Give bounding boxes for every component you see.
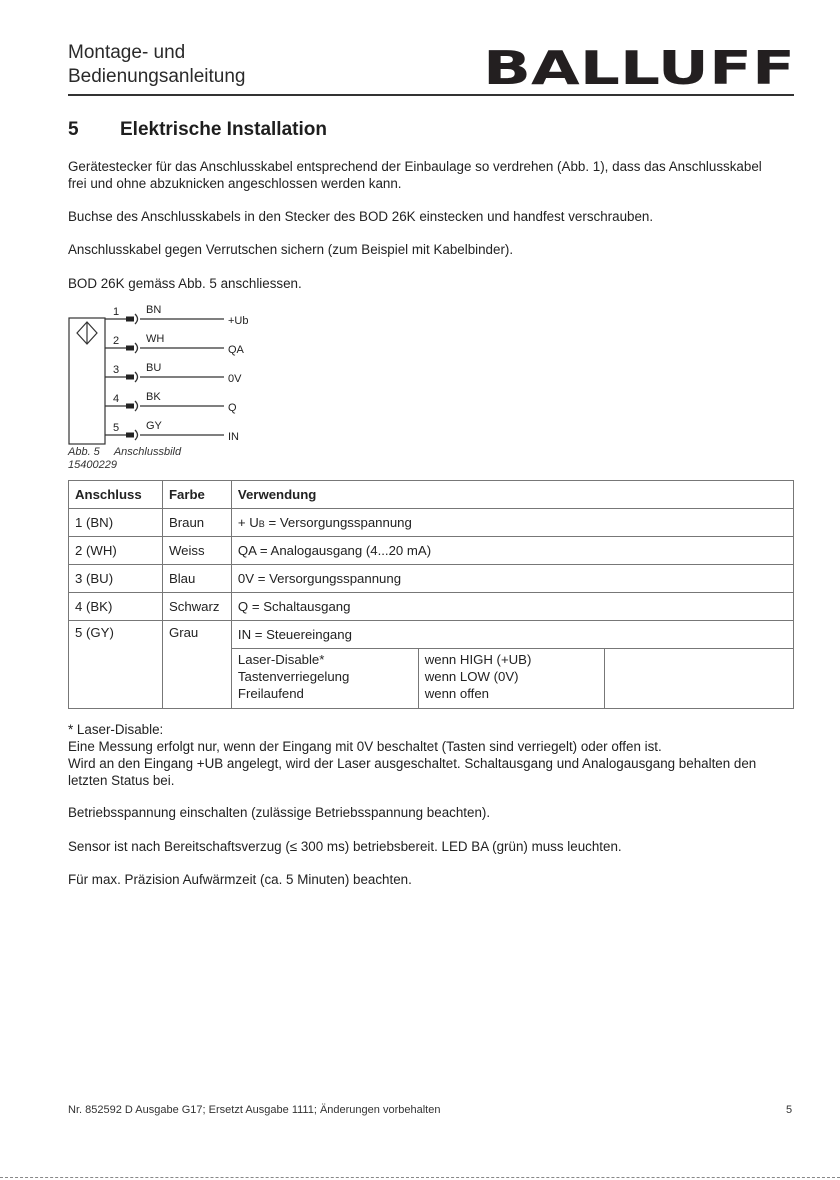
pin-contact — [126, 317, 134, 322]
signal-label: Q — [228, 402, 237, 414]
cell-pin: 1 (BN) — [69, 509, 163, 537]
cell-color: Grau — [162, 621, 231, 709]
table-row — [69, 593, 794, 621]
column-header-use: Verwendung — [231, 481, 793, 509]
page-edge-line — [0, 1177, 840, 1178]
socket-contact — [135, 314, 138, 324]
table-row — [69, 621, 794, 649]
section-number: 5 — [68, 119, 79, 140]
cell-use: QA = Analogausgang (4...20 mA) — [231, 537, 793, 565]
paragraph-plug-in: Buchse des Anschlusskabels in den Stecker des BOD 26K einstecken und handfest verschrauben. — [68, 209, 654, 224]
column-header-color: Farbe — [162, 481, 231, 509]
cell-use: + UB = Versorgungsspannung — [231, 509, 793, 537]
paragraph-warmup: Für max. Präzision Aufwärmzeit (ca. 5 Minuten) beachten. — [68, 872, 412, 887]
pin-contact — [126, 433, 134, 438]
pin-number: 3 — [113, 364, 120, 376]
paragraph-ready: Sensor ist nach Bereitschaftsverzug (≤ 300 ms) betriebsbereit. LED BA (grün) muss leuchten. — [68, 839, 622, 854]
signal-label: QA — [228, 344, 244, 356]
pin-number: 4 — [113, 393, 120, 405]
pin-number: 2 — [113, 335, 120, 347]
wire-color-label: BU — [146, 362, 162, 374]
signal-label: +Ub — [228, 315, 249, 327]
wiring-diagram — [66, 300, 266, 445]
figure-caption: Abb. 5 Anschlussbild — [68, 446, 182, 458]
signal-label: IN — [228, 431, 239, 443]
table-header-row — [69, 481, 794, 509]
pin-assignment-table — [68, 480, 794, 709]
signal-label: 0V — [228, 373, 242, 385]
pin-number: 1 — [113, 306, 120, 318]
cell-use: Q = Schaltausgang — [231, 593, 793, 621]
cell-use: IN = Steuereingang — [231, 621, 793, 649]
paragraph-secure-cable: Anschlusskabel gegen Verrutschen sichern (zum Beispiel mit Kabelbinder). — [68, 242, 514, 257]
table-row — [69, 509, 794, 537]
pin-number: 5 — [113, 422, 120, 434]
cell-color: Blau — [162, 565, 231, 593]
cell-pin: 3 (BU) — [69, 565, 163, 593]
cell-color: Weiss — [162, 537, 231, 565]
balluff-logo — [483, 44, 795, 88]
document-title-line-2: Bedienungsanleitung — [68, 66, 246, 87]
socket-contact — [135, 401, 138, 411]
cell-pin: 2 (WH) — [69, 537, 163, 565]
wire-color-label: BN — [146, 304, 162, 316]
table-row — [69, 565, 794, 593]
footer-document-info: Nr. 852592 D Ausgabe G17; Ersetzt Ausgabe 1111; Änderungen vorbehalten — [68, 1104, 441, 1116]
figure-id: 15400229 — [68, 459, 117, 471]
laser-disable-note: * Laser-Disable: Eine Messung erfolgt nur, wenn der Eingang mit 0V beschaltet (Tasten sind verriegelt) oder offen ist. Wird an den Eingang +UB angelegt, wird der Laser ausgeschaltet. Schaltausgang und Analogausgang behalten den letzten Status bei. — [68, 722, 757, 788]
cell-color: Braun — [162, 509, 231, 537]
wire-color-label: GY — [146, 420, 162, 432]
sensor-symbol — [77, 322, 97, 344]
paragraph-power-on: Betriebsspannung einschalten (zulässige Betriebsspannung beachten). — [68, 805, 491, 820]
paragraph-connect: BOD 26K gemäss Abb. 5 anschliessen. — [68, 276, 302, 291]
wire-color-label: BK — [146, 391, 161, 403]
paragraph-connector-rotation: Gerätestecker für das Anschlusskabel entsprechend der Einbaulage so verdrehen (Abb. 1), dass das Anschlusskabel frei und ohne abzuknicken angeschlossen werden kann. — [68, 159, 762, 191]
header-rule — [68, 94, 794, 96]
socket-contact — [135, 430, 138, 440]
cell-input-conditions: wenn HIGH (+UB) wenn LOW (0V) wenn offen — [418, 649, 605, 709]
page-number: 5 — [786, 1104, 793, 1116]
cell-input-functions: Laser-Disable* Tastenverriegelung Freilaufend — [231, 649, 418, 709]
pin-contact — [126, 375, 134, 380]
cell-use: 0V = Versorgungsspannung — [231, 565, 793, 593]
cell-color: Schwarz — [162, 593, 231, 621]
document-title-line-1: Montage- und — [68, 42, 186, 63]
section-title: Elektrische Installation — [120, 119, 327, 140]
socket-contact — [135, 343, 138, 353]
document-title — [68, 41, 246, 89]
cell-pin: 5 (GY) — [69, 621, 163, 709]
cell-pin: 4 (BK) — [69, 593, 163, 621]
wire-color-label: WH — [146, 333, 165, 345]
table-row — [69, 537, 794, 565]
svg-text:BALLUFF: BALLUFF — [483, 44, 795, 88]
column-header-pin: Anschluss — [69, 481, 163, 509]
cell-empty — [605, 649, 794, 709]
pin-contact — [126, 404, 134, 409]
socket-contact — [135, 372, 138, 382]
pin-contact — [126, 346, 134, 351]
